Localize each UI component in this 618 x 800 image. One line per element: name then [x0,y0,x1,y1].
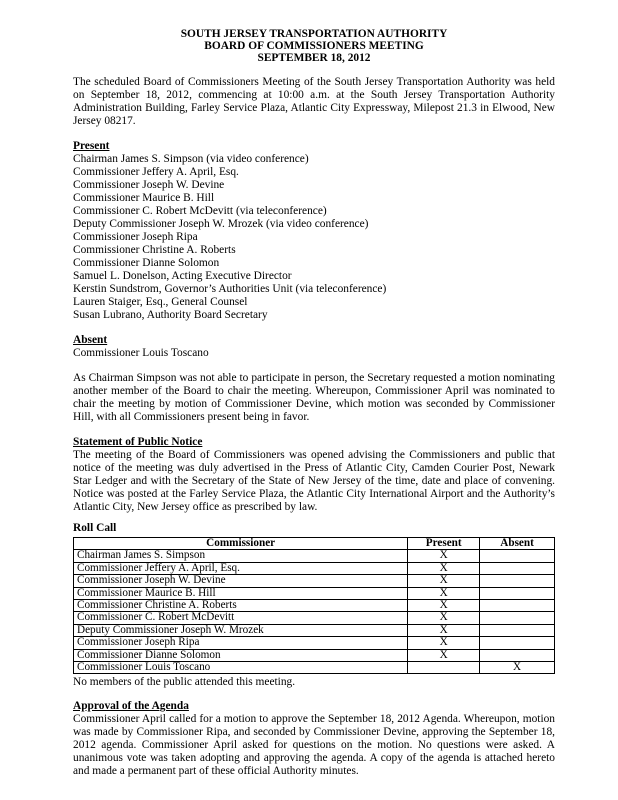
table-row [74,575,555,587]
cell-commissioner: Deputy Commissioner Joseph W. Mrozek [74,624,408,636]
cell-present: X [408,624,480,636]
table-row [74,637,555,649]
agenda-heading: Approval of the Agenda [73,700,189,713]
cell-commissioner: Commissioner Jeffery A. April, Esq. [74,562,408,574]
cell-absent [480,612,555,624]
header-authority-name: SOUTH JERSEY TRANSPORTATION AUTHORITY [180,28,448,40]
table-row [74,600,555,612]
present-list [73,153,555,322]
table-row [74,624,555,636]
header-meeting-name: BOARD OF COMMISSIONERS MEETING [204,40,424,52]
cell-commissioner: Commissioner Christine A. Roberts [74,600,408,612]
header-meeting-date: SEPTEMBER 18, 2012 [257,52,371,64]
cell-absent [480,649,555,661]
list-item: Susan Lubrano, Authority Board Secretary [73,309,268,321]
list-item: Commissioner Dianne Solomon [73,257,220,269]
cell-absent: X [480,662,555,674]
present-heading: Present [73,140,110,152]
cell-commissioner: Commissioner Dianne Solomon [74,649,408,661]
table-row [74,562,555,574]
table-row [74,550,555,562]
cell-present: X [408,612,480,624]
list-item: Commissioner Jeffery A. April, Esq. [73,166,239,178]
table-row [74,587,555,599]
list-item: Chairman James S. Simpson (via video conference) [73,153,309,165]
public-notice-heading: Statement of Public Notice [73,436,203,448]
intro-paragraph: The scheduled Board of Commissioners Meeting of the South Jersey Transportation Authority was held on September 18, 2012, commencing at 10:00 a.m. at the South Jersey Transportation Authority Administration Building, Farley Service Plaza, Atlantic City Expressway, Milepost 21.3 in Elwood, New Jersey 08217. [73,76,555,127]
public-notice-paragraph: The meeting of the Board of Commissioners was opened advising the Commissioners and public that notice of the meeting was duly advertised in the Press of Atlantic City, Camden Courier Post, Newark Star Ledger and with the Secretary of the State of New Jersey of the time, date and place of convening. Notice was posted at the Farley Service Plaza, the Atlantic City International Airport and the Authority’s Atlantic City, New Jersey office as prescribed by law. [73,449,555,513]
cell-absent [480,575,555,587]
cell-present: X [408,587,480,599]
list-item: Commissioner Christine A. Roberts [73,244,236,256]
cell-present: X [408,575,480,587]
list-item: Commissioner Louis Toscano [73,347,209,359]
cell-present [408,662,480,674]
cell-present: X [408,550,480,562]
column-header-present: Present [408,538,480,550]
list-item: Kerstin Sundstrom, Governor’s Authorities Unit (via teleconference) [73,283,387,295]
cell-absent [480,550,555,562]
table-header-row [74,538,555,550]
cell-commissioner: Commissioner Joseph W. Devine [74,575,408,587]
cell-commissioner: Commissioner Maurice B. Hill [74,587,408,599]
cell-commissioner: Commissioner Joseph Ripa [74,637,408,649]
list-item: Commissioner Maurice B. Hill [73,192,215,204]
cell-commissioner: Chairman James S. Simpson [74,550,408,562]
cell-commissioner: Commissioner Louis Toscano [74,662,408,674]
list-item: Samuel L. Donelson, Acting Executive Director [73,270,292,282]
cell-present: X [408,649,480,661]
roll-call-table [73,537,555,674]
list-item: Commissioner Joseph Ripa [73,231,198,243]
list-item: Lauren Staiger, Esq., General Counsel [73,296,248,308]
public-attendance-note: No members of the public attended this meeting. [73,676,296,689]
column-header-absent: Absent [480,538,555,550]
absent-heading: Absent [73,334,108,346]
agenda-paragraph: Commissioner April called for a motion to approve the September 18, 2012 Agenda. Whereupon, motion was made by Commissioner Ripa, and seconded by Commissioner Devine, approving the September 18, 2012 agenda. Commissioner April asked for questions on the motion. No questions were asked. A unanimous vote was taken adopting and approving the agenda. A copy of the agenda is attached hereto and made a permanent part of these official Authority minutes. [73,713,555,778]
cell-present: X [408,637,480,649]
table-row [74,612,555,624]
cell-absent [480,637,555,649]
table-row [74,662,555,674]
list-item: Commissioner C. Robert McDevitt (via teleconference) [73,205,327,217]
cell-absent [480,624,555,636]
document-header [73,28,555,64]
cell-absent [480,562,555,574]
column-header-commissioner: Commissioner [74,538,408,550]
absent-list [73,347,555,360]
roll-call-heading: Roll Call [73,522,117,534]
chair-paragraph: As Chairman Simpson was not able to participate in person, the Secretary requested a motion nominating another member of the Board to chair the meeting. Whereupon, Commissioner April was nominated to chair the meeting by motion of Commissioner Devine, which motion was seconded by Commissioner Hill, with all Commissioners present being in favor. [73,372,555,423]
list-item: Commissioner Joseph W. Devine [73,179,225,191]
cell-commissioner: Commissioner C. Robert McDevitt [74,612,408,624]
cell-absent [480,587,555,599]
cell-present: X [408,562,480,574]
cell-absent [480,600,555,612]
list-item: Deputy Commissioner Joseph W. Mrozek (via video conference) [73,218,369,230]
document-page [73,28,555,778]
cell-present: X [408,600,480,612]
table-row [74,649,555,661]
